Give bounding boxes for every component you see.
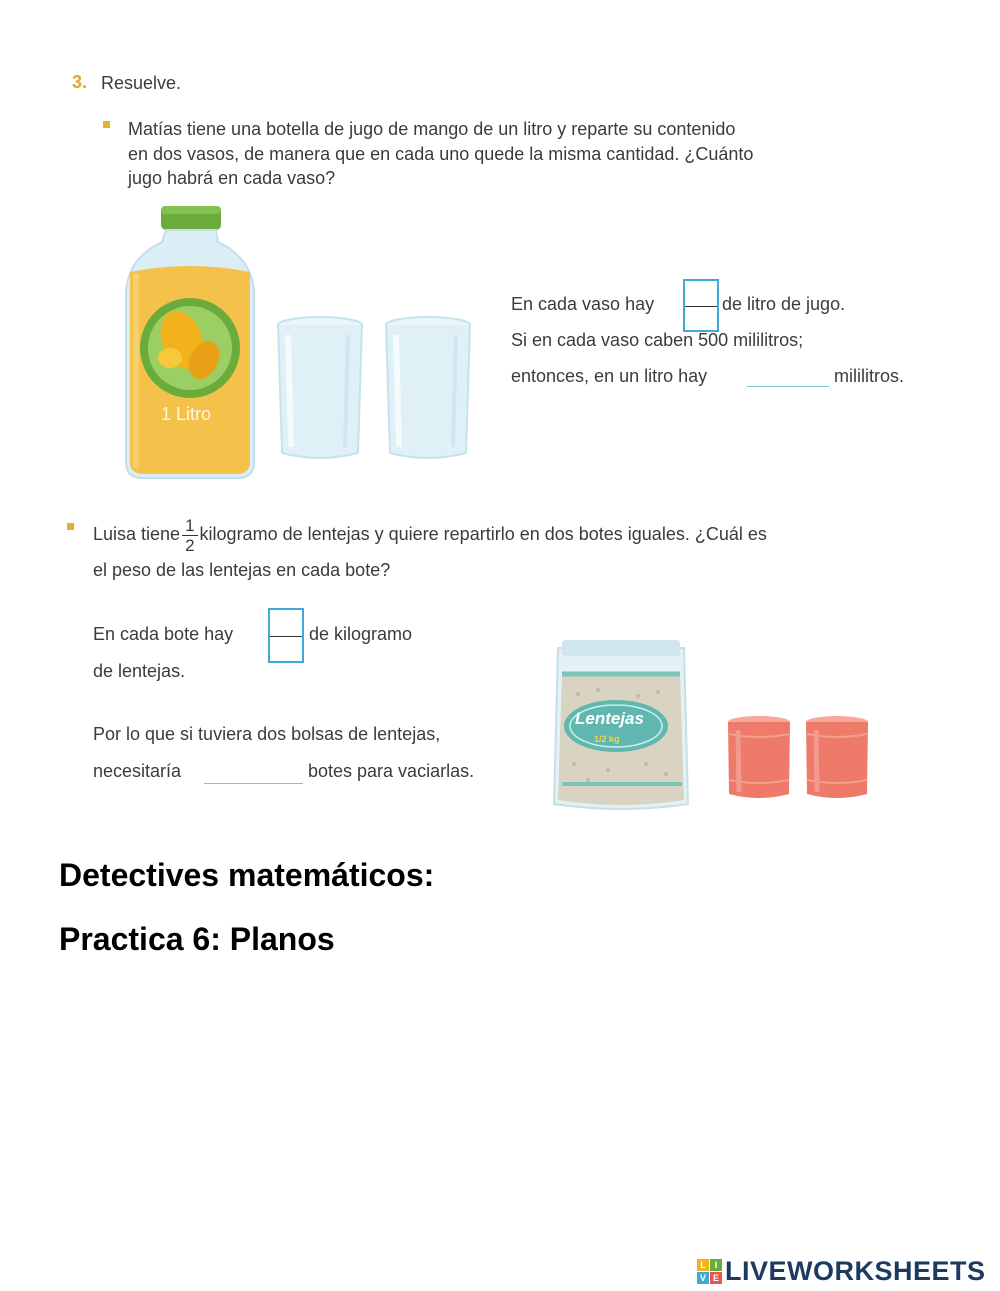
problem2-fraction-input[interactable] [268, 608, 304, 663]
juice-bottle-illustration [120, 200, 260, 485]
bag-label: Lentejas [575, 709, 644, 728]
bag-weight: 1/2 kg [594, 734, 620, 744]
problem1-answer1-before: En cada vaso hay [511, 294, 655, 314]
liveworksheets-logo [697, 1256, 986, 1287]
bottle-label: 1 Litro [161, 404, 212, 424]
heading-practice: Practica 6: Planos [59, 921, 335, 957]
problem1-answer3-before: entonces, en un litro hay [511, 366, 708, 386]
problem1-line3: jugo habrá en cada vaso? [128, 168, 336, 188]
problem1-fraction-input[interactable] [683, 279, 719, 332]
problem2-text-before: Luisa tiene [93, 524, 181, 544]
problem2-answer2-before: necesitaría [93, 761, 182, 781]
jar-2-illustration [804, 714, 870, 802]
problem1-line2: en dos vasos, de manera que en cada uno quede la misma cantidad. ¿Cuánto [128, 144, 754, 164]
problem2-fraction [182, 516, 197, 555]
jar-1-illustration [726, 714, 792, 802]
glass-2-illustration [382, 315, 474, 463]
problem2-answer1-before: En cada bote hay [93, 624, 234, 644]
fraction-denominator: 2 [185, 535, 195, 555]
logo-letter-l: L [697, 1259, 709, 1271]
logo-letter-v: V [697, 1272, 709, 1284]
problem2-bullet [67, 523, 74, 530]
problem2-answer2-after: botes para vaciarlas. [308, 761, 475, 781]
logo-mark-icon [697, 1259, 722, 1284]
heading-detectives: Detectives matemáticos: [59, 857, 435, 893]
problem1-milliliters-input[interactable] [747, 368, 829, 387]
problem1-answer1-after: de litro de jugo. [722, 294, 846, 314]
problem1-answer3-after: mililitros. [834, 366, 904, 386]
logo-letter-e: E [710, 1272, 722, 1284]
problem2-answer1-line2: de lentejas. [93, 661, 186, 681]
glass-1-illustration [274, 315, 366, 463]
fraction-numerator: 1 [182, 516, 197, 536]
problem2-line1 [93, 513, 767, 555]
problem1-line1: Matías tiene una botella de jugo de mango de un litro y reparte su contenido [128, 119, 736, 139]
problem2-line2: el peso de las lentejas en cada bote? [93, 560, 391, 580]
problem2-answer1-after: de kilogramo [309, 624, 413, 644]
problem2-jars-input[interactable] [204, 765, 303, 784]
problem2-answer2-line1: Por lo que si tuviera dos bolsas de lentejas, [93, 724, 441, 744]
exercise-title: Resuelve. [101, 73, 182, 93]
problem2-text-after: kilogramo de lentejas y quiere repartirlo en dos botes iguales. ¿Cuál es [199, 524, 767, 544]
problem1-bullet [103, 121, 110, 128]
logo-letter-i: I [710, 1259, 722, 1271]
exercise-number: 3. [72, 72, 88, 92]
problem1-answer2: Si en cada vaso caben 500 mililitros; [511, 330, 804, 350]
logo-text: LIVEWORKSHEETS [725, 1256, 986, 1286]
